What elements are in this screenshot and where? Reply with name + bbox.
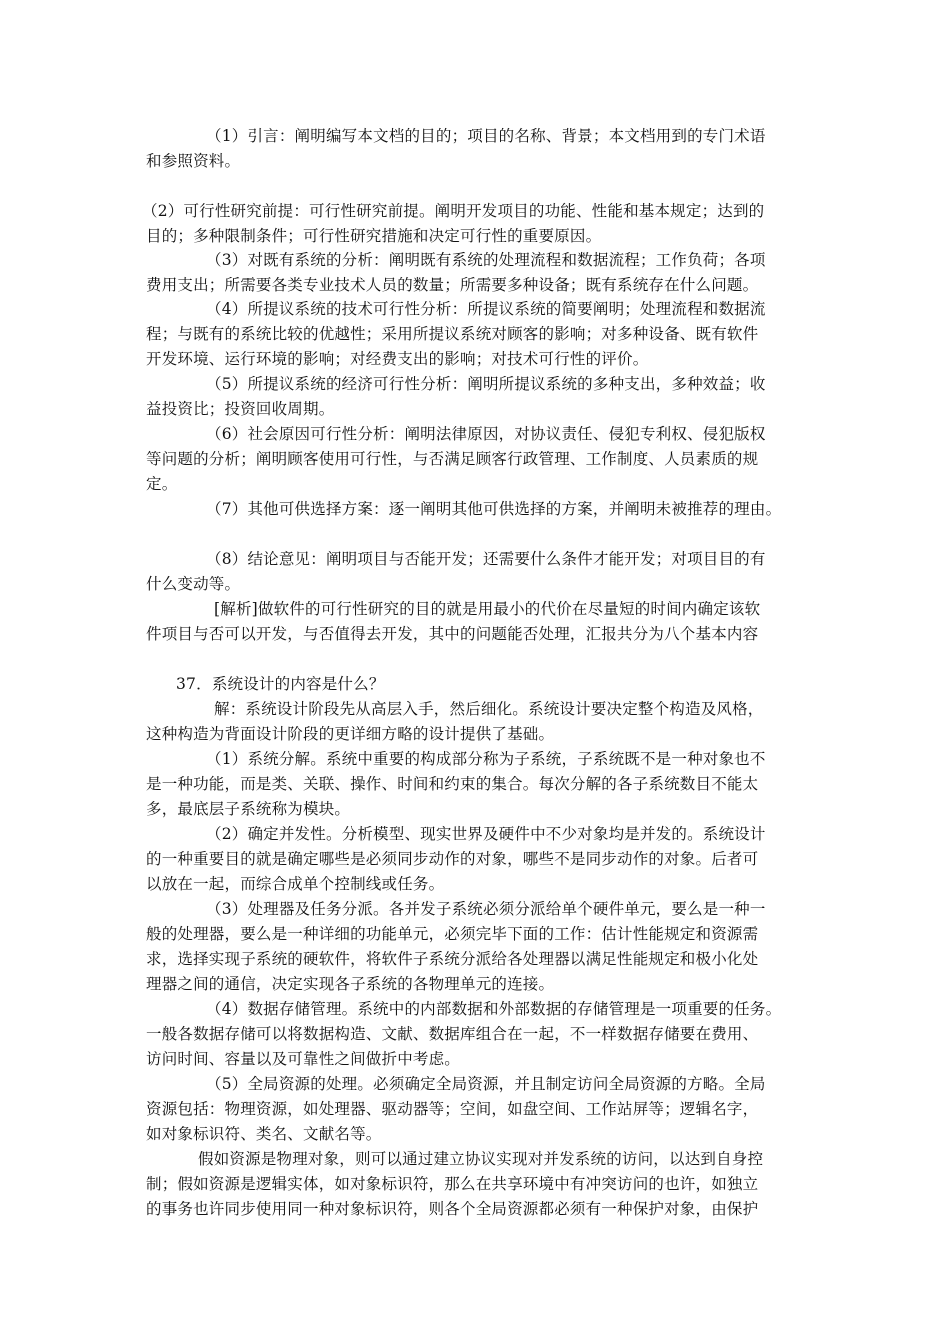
text-line: （1）引言：阐明编写本文档的目的；项目的名称、背景；本文档用到的专门术语 (206, 127, 766, 145)
text-line: （1）系统分解。系统中重要的构成部分称为子系统，子系统既不是一种对象也不 (206, 750, 766, 768)
text-line: （8）结论意见：阐明项目与否能开发；还需要什么条件才能开发；对项目目的有 (206, 550, 766, 568)
text-line: 这种构造为背面设计阶段的更详细方略的设计提供了基础。 (146, 725, 555, 743)
text-line: 假如资源是物理对象，则可以通过建立协议实现对并发系统的访问，以达到自身控 (198, 1150, 764, 1168)
text-line: 什么变动等。 (146, 575, 241, 593)
text-line: 理器之间的通信，决定实现各子系统的各物理单元的连接。 (146, 975, 555, 993)
text-line: 和参照资料。 (146, 152, 241, 170)
text-line: （2）可行性研究前提：可行性研究前提。阐明开发项目的功能、性能和基本规定；达到的 (142, 202, 765, 220)
text-line: （5）所提议系统的经济可行性分析：阐明所提议系统的多种支出，多种效益；收 (206, 375, 766, 393)
analysis-line: [解析]做软件的可行性研究的目的就是用最小的代价在尽量短的时间内确定该软 (214, 600, 761, 618)
text-line: 益投资比；投资回收周期。 (146, 400, 335, 418)
text-line: 开发环境、运行环境的影响；对经费支出的影响；对技术可行性的评价。 (146, 350, 649, 368)
text-line: 费用支出；所需要各类专业技术人员的数量；所需要多种设备；既有系统存在什么问题。 (146, 276, 759, 294)
text-line: （2）确定并发性。分析模型、现实世界及硬件中不少对象均是并发的。系统设计 (206, 825, 766, 843)
text-line: （4）所提议系统的技术可行性分析：所提议系统的简要阐明；处理流程和数据流 (206, 300, 766, 318)
text-line: 如对象标识符、类名、文献名等。 (146, 1125, 382, 1143)
answer-line: 解：系统设计阶段先从高层入手，然后细化。系统设计要决定整个构造及风格， (214, 700, 764, 718)
text-line: （7）其他可供选择方案：逐一阐明其他可供选择的方案，并阐明未被推荐的理由。 (206, 500, 782, 518)
text-line: 访问时间、容量以及可靠性之间做折中考虑。 (146, 1050, 461, 1068)
text-line: 多，最底层子系统称为模块。 (146, 800, 351, 818)
text-line: （6）社会原因可行性分析：阐明法律原因，对协议责任、侵犯专利权、侵犯版权 (206, 425, 766, 443)
text-line: 制；假如资源是逻辑实体，如对象标识符，那么在共享环境中有冲突访问的也许，如独立 (146, 1175, 759, 1193)
text-line: 的一种重要目的就是确定哪些是必须同步动作的对象，哪些不是同步动作的对象。后者可 (146, 850, 759, 868)
text-line: 般的处理器，要么是一种详细的功能单元，必须完毕下面的工作：估计性能规定和资源需 (146, 925, 759, 943)
text-line: 件项目与否可以开发，与否值得去开发，其中的问题能否处理，汇报共分为八个基本内容 (146, 625, 759, 643)
text-line: 求，选择实现子系统的硬软件，将软件子系统分派给各处理器以满足性能规定和极小化处 (146, 950, 759, 968)
text-line: 目的；多种限制条件；可行性研究措施和决定可行性的重要原因。 (146, 227, 602, 245)
text-line: 是一种功能，而是类、关联、操作、时间和约束的集合。每次分解的各子系统数目不能太 (146, 775, 759, 793)
text-line: 一般各数据存储可以将数据构造、文献、数据库组合在一起，不一样数据存储要在费用、 (146, 1025, 759, 1043)
text-line: 以放在一起，而综合成单个控制线或任务。 (146, 875, 445, 893)
text-line: （3）处理器及任务分派。各并发子系统必须分派给单个硬件单元，要么是一种一 (206, 900, 766, 918)
text-line: 定。 (146, 475, 178, 493)
text-line: （5）全局资源的处理。必须确定全局资源，并且制定访问全局资源的方略。全局 (206, 1075, 766, 1093)
text-line: 的事务也许同步使用同一种对象标识符，则各个全局资源都必须有一种保护对象，由保护 (146, 1200, 759, 1218)
question-heading: 37．系统设计的内容是什么？ (176, 675, 385, 693)
text-line: 等问题的分析；阐明顾客使用可行性，与否满足顾客行政管理、工作制度、人员素质的规 (146, 450, 759, 468)
text-line: 程；与既有的系统比较的优越性；采用所提议系统对顾客的影响；对多种设备、既有软件 (146, 325, 759, 343)
text-line: （4）数据存储管理。系统中的内部数据和外部数据的存储管理是一项重要的任务。 (206, 1000, 782, 1018)
text-line: 资源包括：物理资源，如处理器、驱动器等；空间，如盘空间、工作站屏等；逻辑名字， (146, 1100, 759, 1118)
text-line: （3）对既有系统的分析：阐明既有系统的处理流程和数据流程；工作负荷；各项 (206, 251, 766, 269)
